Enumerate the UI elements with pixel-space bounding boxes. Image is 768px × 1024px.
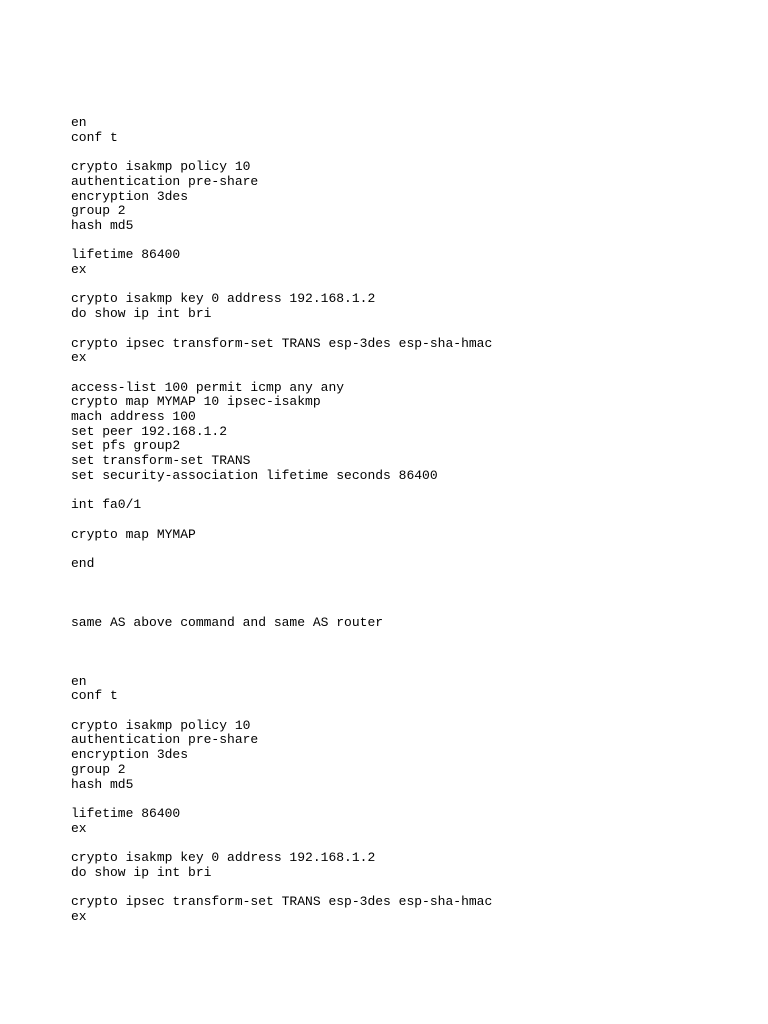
config-line: en [71,673,87,689]
config-line: crypto isakmp policy 10 [71,717,251,733]
config-line: hash md5 [71,217,134,233]
config-line: ex [71,350,87,366]
config-line: ex [71,820,87,836]
config-line: mach address 100 [71,409,196,424]
config-line: conf t [71,688,118,704]
config-line: conf t [71,129,118,145]
config-line: access-list 100 permit icmp any any [71,379,345,395]
config-line: crypto map MYMAP [71,526,196,542]
config-line: crypto isakmp policy 10 [71,159,251,175]
config-line: encryption 3des [71,188,189,204]
config-line: crypto isakmp key 0 address 192.168.1.2 [71,291,376,307]
config-line: set peer 192.168.1.2 [71,423,228,439]
config-line: lifetime 86400 [71,247,181,263]
config-line: hash md5 [71,776,134,792]
config-line: do show ip int bri [71,864,212,880]
config-line: set pfs group2 [71,438,181,454]
config-line: end [71,556,95,571]
config-line: authentication pre-share [71,732,259,748]
config-line: authentication pre-share [71,173,259,189]
config-line: int fa0/1 [71,497,142,513]
config-line: crypto ipsec transform-set TRANS esp-3des esp-sha-hmac [71,335,493,351]
config-line: do show ip int bri [71,306,212,322]
config-line: ex [71,262,87,277]
config-line: set transform-set TRANS [71,453,251,469]
config-line: crypto ipsec transform-set TRANS esp-3des esp-sha-hmac [71,894,493,910]
config-line: same AS above command and same AS router [71,614,384,630]
config-line: lifetime 86400 [71,805,181,821]
config-line: ex [71,908,87,924]
config-line: en [71,115,87,130]
config-line: group 2 [71,203,126,219]
config-line: group 2 [71,761,126,777]
config-line: encryption 3des [71,747,189,763]
config-line: set security-association lifetime seconds 86400 [71,467,438,483]
config-line: crypto isakmp key 0 address 192.168.1.2 [71,850,376,865]
config-line: crypto map MYMAP 10 ipsec-isakmp [71,394,321,410]
